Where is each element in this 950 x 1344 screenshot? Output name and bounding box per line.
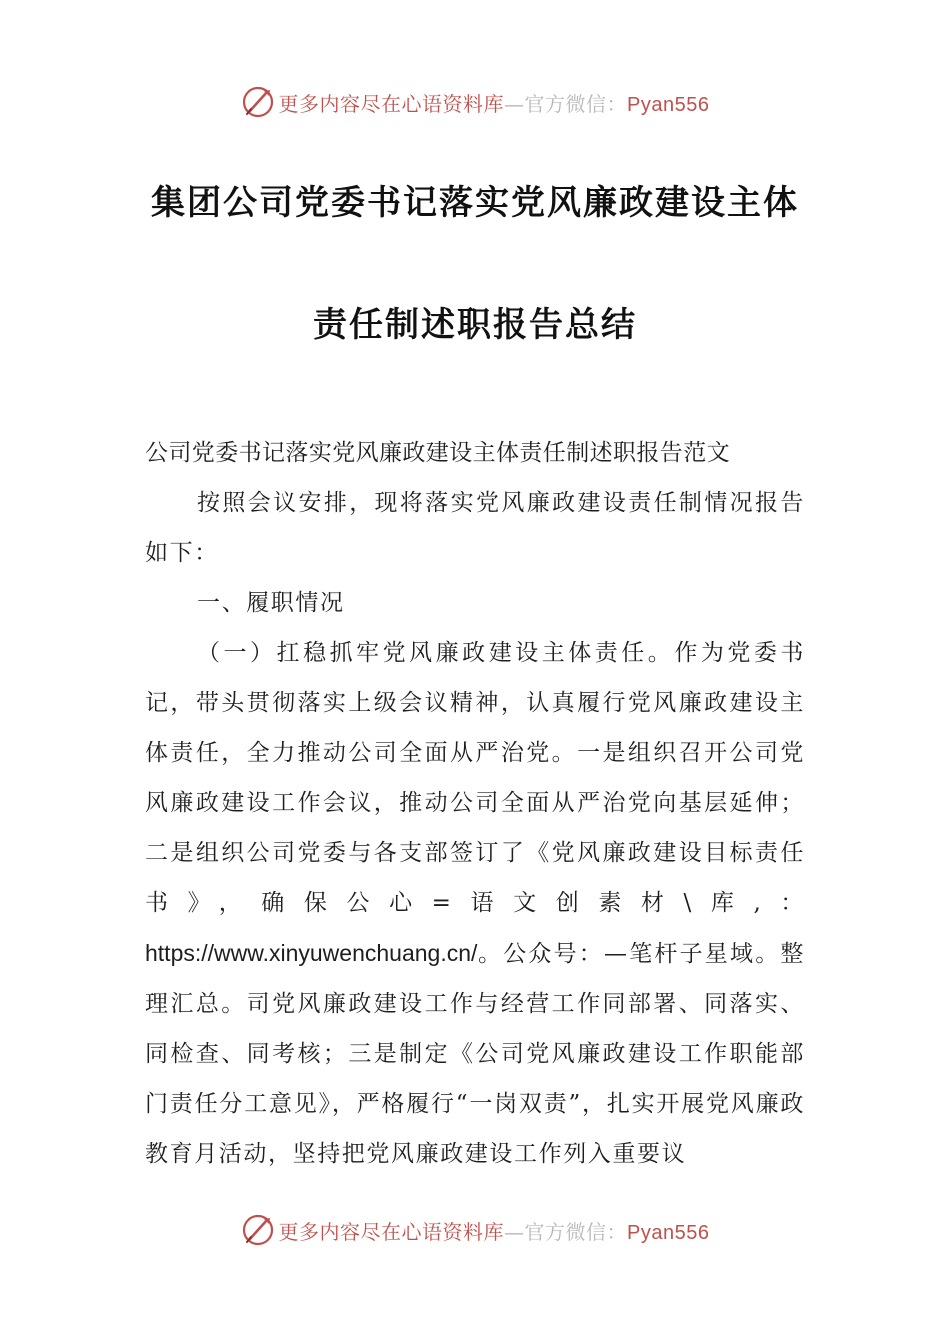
document-body [145,428,805,1179]
document-title-line-1: 集团公司党委书记落实党风廉政建设主体 [151,183,799,223]
footer-banner [0,1210,950,1250]
paragraph-text-part-2: 。公众号：—笔杆子星域。整理汇总。司党风廉政建设工作与经营工作同部署、同落实、同检查、同考核；三是制定《公司党风廉政建设工作职能部门责任分工意见》，严格履行“一岗双责”，扎实开展党风廉政教育月活动，坚持把党风廉政建设工作列入重要议 [145,941,805,1167]
body-paragraph [145,628,805,1179]
paragraph-text-part-1: （一）扛稳抓牢党风廉政建设主体责任。作为党委书记，带头贯彻落实上级会议精神，认真履行党风廉政建设主体责任，全力推动公司全面从严治党。一是组织召开公司党风廉政建设工作会议，推动公司全面从严治党向基层延伸；二是组织公司党委与各支部签订了《党风廉政建设目标责任书》，确保公心=语文创素材\库,： [145,640,805,916]
document-title-line-2: 责任制述职报告总结 [313,305,637,345]
banner-wechat-id: Pyan556 [627,1221,710,1244]
banner-text [279,88,710,117]
section-heading: 一、履职情况 [197,590,345,616]
document-subtitle: 公司党委书记落实党风廉政建设主体责任制述职报告范文 [145,440,730,466]
banner-wechat-label: 官方微信： [524,91,628,116]
paragraph-url: https://www.xinyuwenchuang.cn/ [145,940,478,966]
banner-wechat-id: Pyan556 [627,93,710,116]
pen-logo-icon [241,85,275,119]
banner-separator: — [504,1219,525,1244]
banner-brand: 更多内容尽在心语资料库 [278,1219,505,1244]
header-banner [0,82,950,122]
pen-logo-icon [241,1213,275,1247]
banner-brand: 更多内容尽在心语资料库 [278,91,505,116]
banner-text [279,1216,710,1245]
banner-wechat-label: 官方微信： [524,1219,628,1244]
intro-paragraph: 按照会议安排，现将落实党风廉政建设责任制情况报告如下： [145,490,805,566]
banner-separator: — [504,91,525,116]
